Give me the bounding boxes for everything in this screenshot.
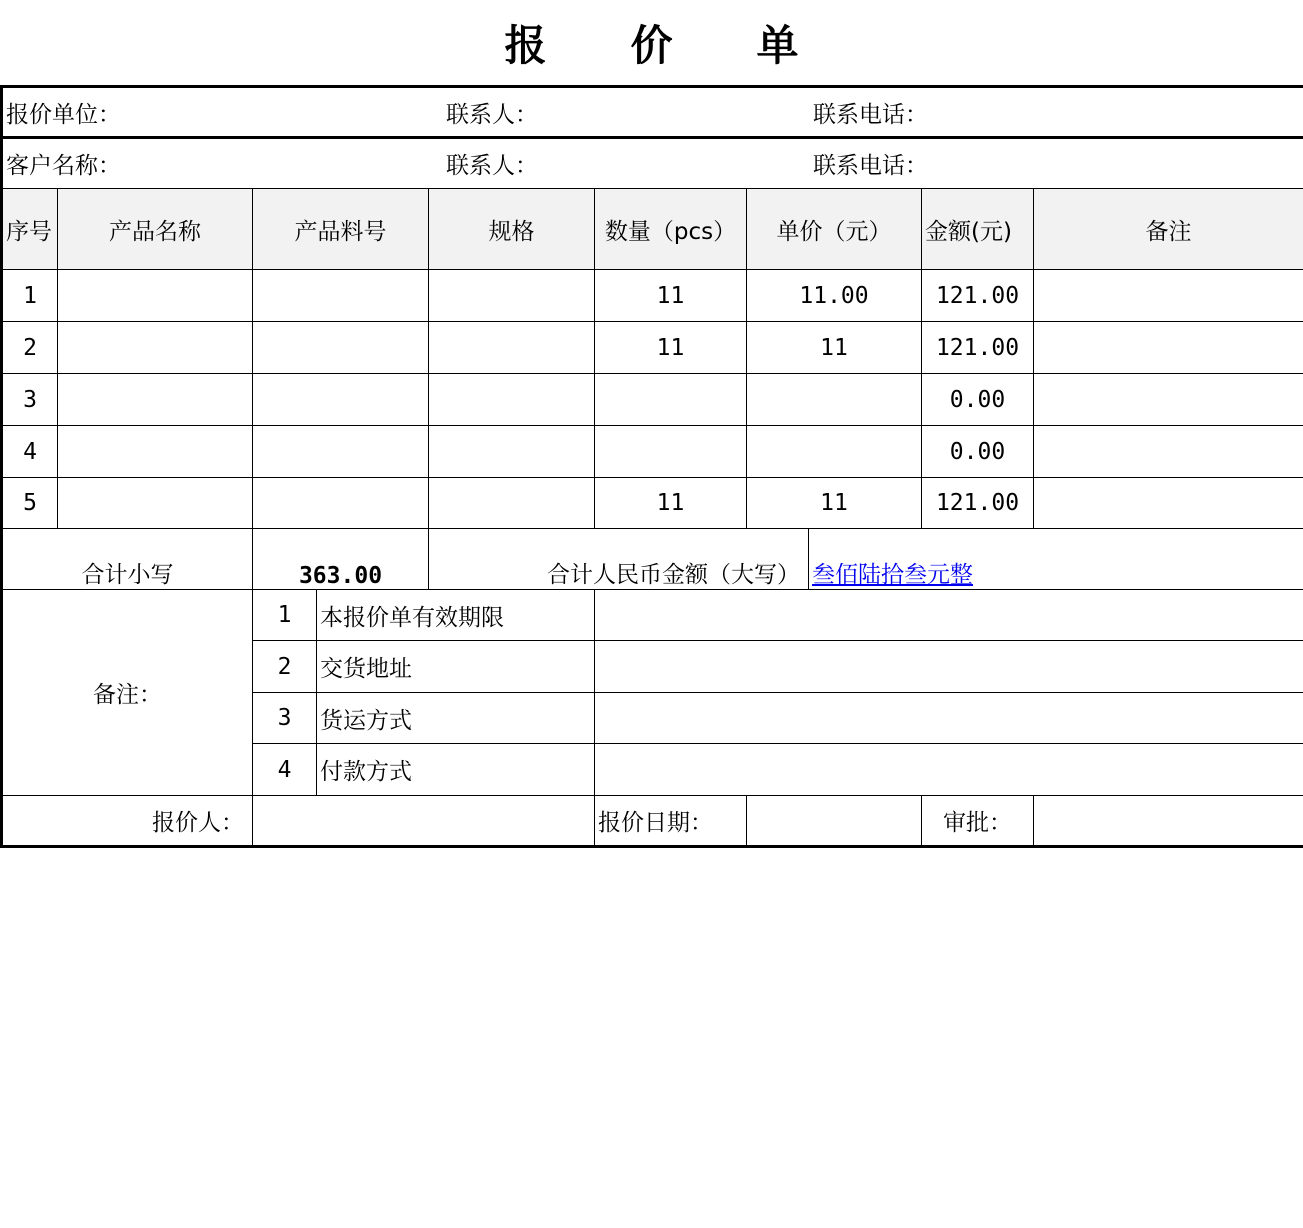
row-part-no[interactable] <box>253 270 429 322</box>
row-note[interactable] <box>1034 374 1303 426</box>
row-no: 5 <box>2 478 58 529</box>
info-row-1 <box>2 87 1303 138</box>
remark-text: 付款方式 <box>317 744 595 796</box>
total-big-value-cell <box>809 529 1303 590</box>
approve-value[interactable] <box>1034 796 1303 847</box>
row-product-name[interactable] <box>58 374 253 426</box>
table-row <box>2 322 1303 374</box>
totals-row <box>2 529 1303 590</box>
table-header-row <box>2 189 1303 270</box>
row-spec[interactable] <box>429 426 595 478</box>
total-small-value: 363.00 <box>253 529 429 590</box>
row-spec[interactable] <box>429 322 595 374</box>
table-row <box>2 270 1303 322</box>
row-amount: 121.00 <box>922 478 1034 529</box>
row-product-name[interactable] <box>58 478 253 529</box>
row-part-no[interactable] <box>253 478 429 529</box>
row-spec[interactable] <box>429 374 595 426</box>
row-qty[interactable] <box>595 374 747 426</box>
remark-value[interactable] <box>595 744 1303 796</box>
contact-label-1: 联系人： <box>446 101 538 128</box>
remark-no: 2 <box>253 641 317 693</box>
remark-value[interactable] <box>595 641 1303 693</box>
total-small-label: 合计小写 <box>2 529 253 590</box>
row-note[interactable] <box>1034 270 1303 322</box>
title-char-1: 报 <box>504 20 547 70</box>
row-unit-price[interactable]: 11 <box>747 478 922 529</box>
quote-date-value[interactable] <box>747 796 922 847</box>
remark-text: 货运方式 <box>317 693 595 744</box>
remark-row <box>2 590 1303 641</box>
title-char-2: 价 <box>630 20 673 70</box>
remark-value[interactable] <box>595 693 1303 744</box>
header-qty: 数量（pcs） <box>595 189 747 270</box>
row-unit-price[interactable] <box>747 426 922 478</box>
row-unit-price[interactable]: 11 <box>747 322 922 374</box>
row-spec[interactable] <box>429 478 595 529</box>
remarks-label: 备注： <box>2 590 253 796</box>
row-qty[interactable]: 11 <box>595 478 747 529</box>
remark-no: 3 <box>253 693 317 744</box>
row-unit-price[interactable]: 11.00 <box>747 270 922 322</box>
header-no: 序号 <box>2 189 58 270</box>
quote-date-label: 报价日期： <box>595 796 747 847</box>
row-no: 1 <box>2 270 58 322</box>
header-unit-price: 单价（元） <box>747 189 922 270</box>
remark-no: 4 <box>253 744 317 796</box>
contact-label-2: 联系人： <box>446 153 538 179</box>
quoter-value[interactable] <box>253 796 595 847</box>
footer-row <box>2 796 1303 847</box>
row-part-no[interactable] <box>253 322 429 374</box>
row-part-no[interactable] <box>253 426 429 478</box>
header-part-no: 产品料号 <box>253 189 429 270</box>
row-amount: 121.00 <box>922 322 1034 374</box>
info-row-2 <box>2 138 1303 189</box>
remark-value[interactable] <box>595 590 1303 641</box>
header-product-name: 产品名称 <box>58 189 253 270</box>
row-no: 2 <box>2 322 58 374</box>
quotation-sheet <box>0 85 1303 848</box>
total-big-label: 合计人民币金额（大写） <box>429 529 809 590</box>
phone-label-2: 联系电话： <box>813 153 928 179</box>
title-char-3: 单 <box>756 20 799 70</box>
quote-unit-label: 报价单位： <box>6 101 121 128</box>
row-spec[interactable] <box>429 270 595 322</box>
table-row <box>2 374 1303 426</box>
row-product-name[interactable] <box>58 322 253 374</box>
row-amount: 0.00 <box>922 374 1034 426</box>
row-note[interactable] <box>1034 426 1303 478</box>
header-amount: 金额(元) <box>922 189 1034 270</box>
row-no: 4 <box>2 426 58 478</box>
info-cell-2 <box>2 138 1303 189</box>
row-qty[interactable] <box>595 426 747 478</box>
remark-text: 本报价单有效期限 <box>317 590 595 641</box>
page-title <box>0 0 1303 85</box>
row-product-name[interactable] <box>58 270 253 322</box>
row-product-name[interactable] <box>58 426 253 478</box>
info-cell-1 <box>2 87 1303 138</box>
header-note: 备注 <box>1034 189 1303 270</box>
row-note[interactable] <box>1034 322 1303 374</box>
row-amount: 121.00 <box>922 270 1034 322</box>
quoter-label: 报价人： <box>2 796 253 847</box>
row-qty[interactable]: 11 <box>595 270 747 322</box>
table-row <box>2 478 1303 529</box>
row-note[interactable] <box>1034 478 1303 529</box>
remark-no: 1 <box>253 590 317 641</box>
table-row <box>2 426 1303 478</box>
row-qty[interactable]: 11 <box>595 322 747 374</box>
row-part-no[interactable] <box>253 374 429 426</box>
row-no: 3 <box>2 374 58 426</box>
row-amount: 0.00 <box>922 426 1034 478</box>
customer-name-label: 客户名称： <box>6 153 121 179</box>
approve-label: 审批： <box>922 796 1034 847</box>
total-big-value[interactable]: 叁佰陆拾叁元整 <box>812 562 973 588</box>
row-unit-price[interactable] <box>747 374 922 426</box>
phone-label-1: 联系电话： <box>813 101 928 128</box>
header-spec: 规格 <box>429 189 595 270</box>
remark-text: 交货地址 <box>317 641 595 693</box>
